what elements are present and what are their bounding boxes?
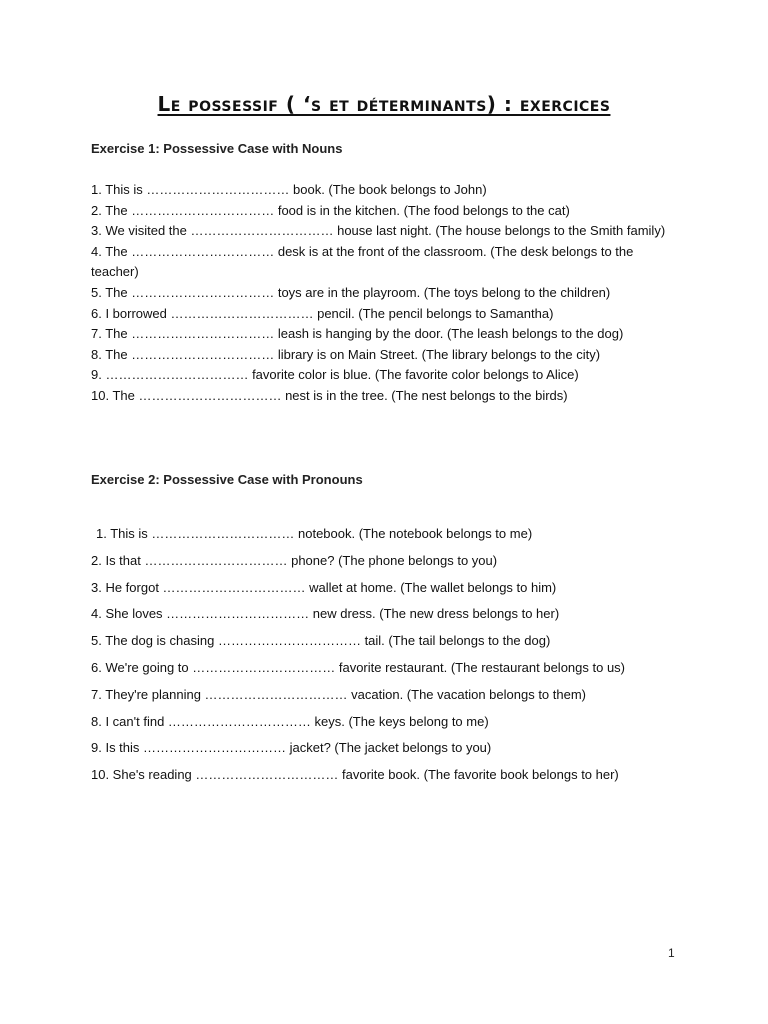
exercise1-item: 3. We visited the …………………………… house last night. (The house belongs to the Smith family) [91, 223, 666, 239]
exercise2-item: 7. They're planning …………………………… vacation. (The vacation belongs to them) [91, 686, 587, 702]
exercise1-item: 10. The …………………………… nest is in the tree. (The nest belongs to the birds) [91, 387, 568, 403]
exercise1-heading: Exercise 1: Possessive Case with Nouns [91, 141, 343, 156]
exercise2-item: 10. She's reading …………………………… favorite book. (The favorite book belongs to her) [91, 767, 619, 783]
exercise1-item: 2. The …………………………… food is in the kitchen. (The food belongs to the cat) [91, 202, 570, 218]
exercise1-item: 8. The …………………………… library is on Main Street. (The library belongs to the city) [91, 346, 601, 362]
exercise2-item: 3. He forgot …………………………… wallet at home. (The wallet belongs to him) [91, 579, 557, 595]
page-number: 1 [668, 946, 675, 960]
exercise1-item: 9. …………………………… favorite color is blue. (The favorite color belongs to Alice) [91, 367, 579, 383]
exercise1-list [91, 180, 671, 407]
exercise1-item: 6. I borrowed …………………………… pencil. (The pencil belongs to Samantha) [91, 305, 554, 321]
exercise2-item: 6. We're going to …………………………… favorite restaurant. (The restaurant belongs to us) [91, 659, 626, 675]
exercise2-item: 9. Is this …………………………… jacket? (The jacket belongs to you) [91, 740, 492, 756]
exercise1-item: 4. The …………………………… desk is at the front of the classroom. (The desk belongs to the teacher) [91, 243, 634, 280]
exercise2-item: 5. The dog is chasing …………………………… tail. (The tail belongs to the dog) [91, 633, 551, 649]
exercise1-item: 5. The …………………………… toys are in the playroom. (The toys belong to the children) [91, 284, 611, 300]
exercise2-item: 2. Is that …………………………… phone? (The phone belongs to you) [91, 552, 498, 568]
exercise2-item: 4. She loves …………………………… new dress. (The new dress belongs to her) [91, 606, 560, 622]
exercise2-item: 1. This is …………………………… notebook. (The notebook belongs to me) [96, 526, 533, 541]
exercise2-item: 8. I can't find …………………………… keys. (The keys belong to me) [91, 713, 489, 729]
page-title: Le possessif ( ‘s et déterminants) : exercices [157, 92, 611, 116]
exercise1-item: 7. The …………………………… leash is hanging by the door. (The leash belongs to the dog) [91, 326, 624, 342]
exercise1-item: 1. This is …………………………… book. (The book belongs to John) [91, 182, 487, 197]
exercise2-heading: Exercise 2: Possessive Case with Pronouns [91, 472, 363, 487]
exercise2-list [91, 525, 691, 793]
